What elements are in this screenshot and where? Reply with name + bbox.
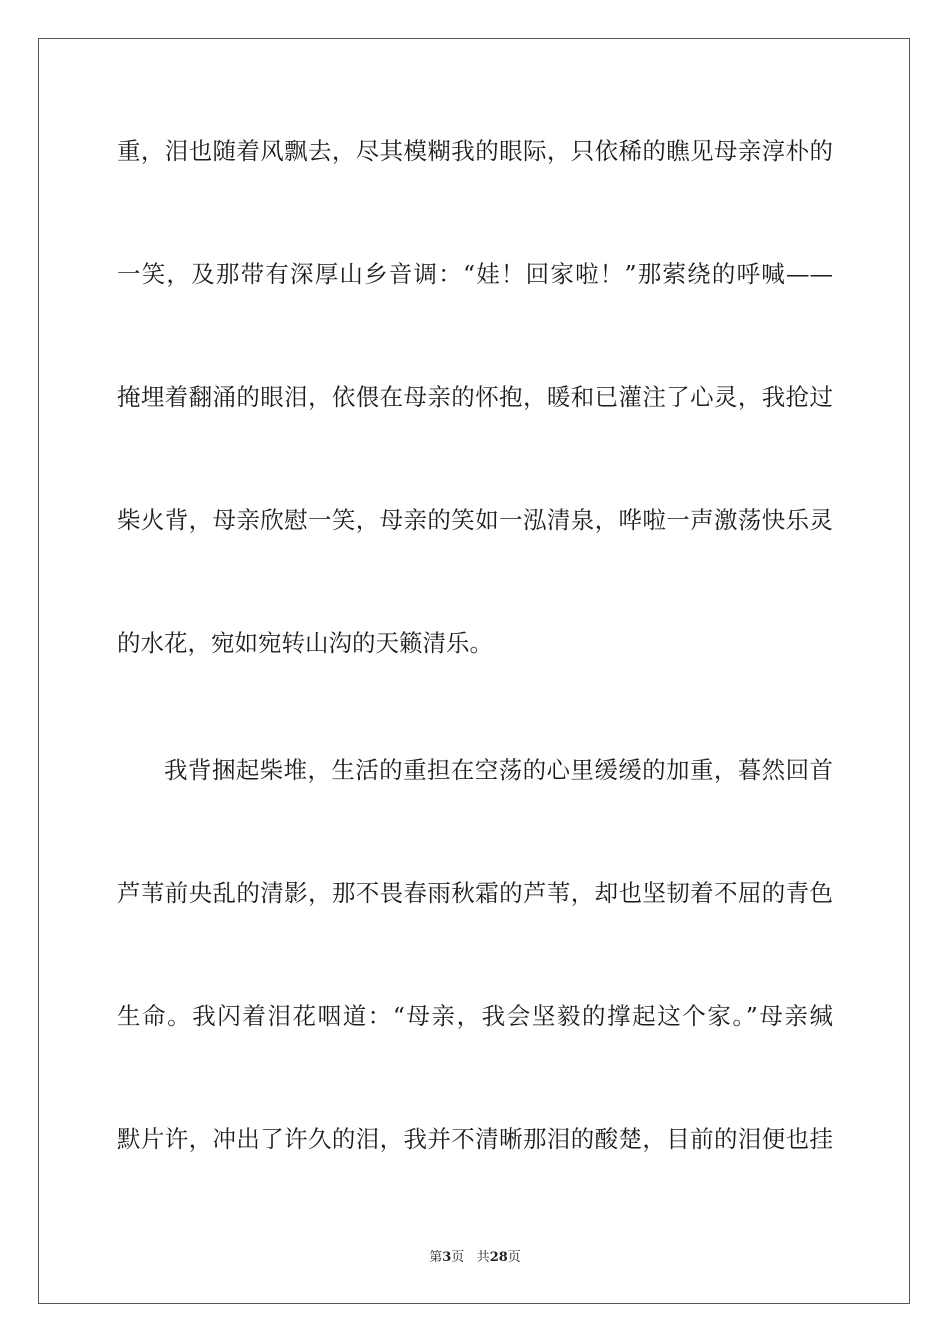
footer-total-pages: 28 — [489, 1250, 508, 1265]
footer-page-number: 3 — [442, 1250, 452, 1265]
footer-page-prefix: 第 — [429, 1250, 443, 1265]
footer-page-suffix: 页 — [451, 1250, 465, 1265]
text-line: 默片许，冲出了许久的泪，我并不清晰那泪的酸楚，目前的泪便也挂 — [117, 1125, 833, 1153]
page-border — [38, 38, 910, 1304]
text-line: 重，泪也随着风飘去，尽其模糊我的眼际，只依稀的瞧见母亲淳朴的 — [117, 137, 833, 165]
text-line: 掩埋着翻涌的眼泪，依偎在母亲的怀抱，暖和已灌注了心灵，我抢过 — [117, 383, 833, 411]
footer-total-prefix: 共 — [476, 1250, 490, 1265]
text-line: 的水花，宛如宛转山沟的天籁清乐。 — [117, 629, 493, 657]
text-line: 生命。我闪着泪花咽道：“母亲，我会坚毅的撑起这个家。”母亲缄 — [117, 1002, 833, 1030]
text-line: 柴火背，母亲欣慰一笑，母亲的笑如一泓清泉，哗啦一声激荡快乐灵 — [117, 506, 833, 534]
page-footer — [0, 1246, 950, 1265]
text-line: 我背捆起柴堆，生活的重担在空荡的心里缓缓的加重，暮然回首 — [164, 756, 833, 784]
text-line: 芦苇前央乱的清影，那不畏春雨秋霜的芦苇，却也坚韧着不屈的青色 — [117, 879, 833, 907]
footer-total-suffix: 页 — [507, 1250, 521, 1265]
text-line: 一笑，及那带有深厚山乡音调：“娃！回家啦！”那萦绕的呼喊—— — [117, 260, 833, 288]
